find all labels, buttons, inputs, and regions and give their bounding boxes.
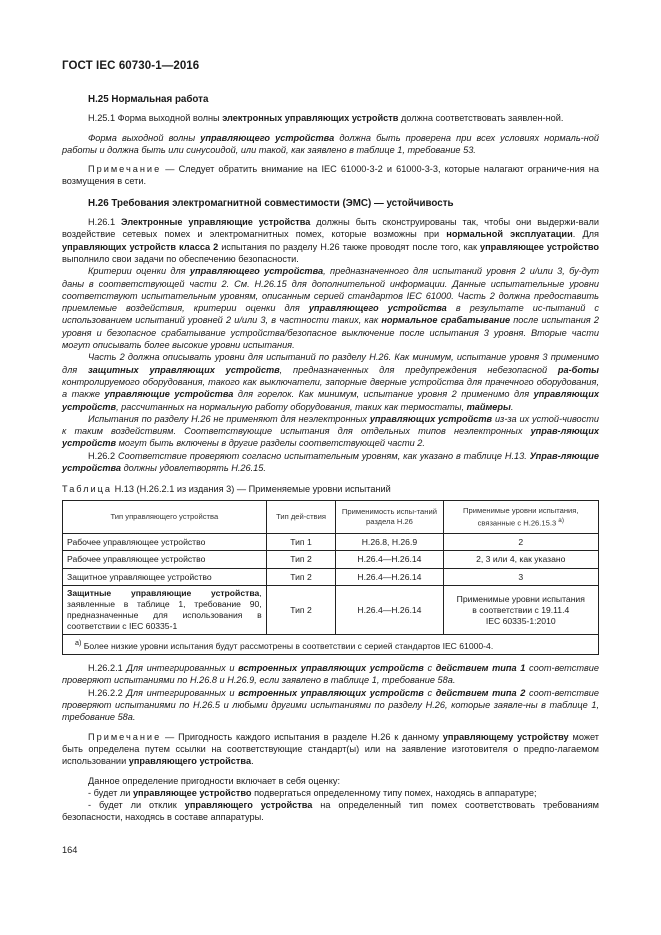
table-row	[63, 551, 599, 568]
table-cell: Н.26.4—Н.26.14	[336, 586, 443, 635]
table-cell: Рабочее управляющее устройство	[63, 534, 267, 551]
table-header-cell: Тип управляющего устройства	[63, 500, 267, 534]
table-cell: Тип 2	[266, 568, 336, 585]
table-cell: Н.26.4—Н.26.14	[336, 568, 443, 585]
note-h25: Примечание — Следует обратить внимание на IEC 61000-3-2 и 61000-3-3, которые налагают ограниче-ния на возмущения в сети.	[62, 164, 599, 187]
document-body	[62, 90, 599, 824]
table-cell: Применимые уровни испытания в соответствии с 19.11.4 IEC 60335-1:2010	[443, 586, 598, 635]
paragraph-h26-part2: Часть 2 должна описывать уровни для испытаний по разделу Н.26. Как минимум, испытание уровня 3 применимо для защитных управляющих устройств, предназначенных для предупреждения небезопасной ра-боты контролируемого оборудования, такого как выключатели, запорные дверные устройства для прачечного оборудования, а также управляющие устройства для горелок. Как минимум, испытание уровня 2 применимо для управляющих устройств, рассчитанных на нормальную работу оборудования, таких как термостаты, таймеры.	[62, 352, 599, 412]
table-caption: Таблица Н.13 (Н.26.2.1 из издания 3) — Применяемые уровни испытаний	[62, 484, 391, 495]
paragraph-h26-2-1: Н.26.2.1 Для интегрированных и встроенных управляющих устройств с действием типа 1 соот-ветствие проверяют испытаниями по Н.26.8 и Н.26.9, если заявлено в таблице 1, требование 58а.	[62, 663, 599, 686]
paragraph-h25-1: Н.25.1 Форма выходной волны электронных управляющих устройств должна соответствовать заявлен-ной.	[88, 113, 564, 124]
note-h26: Примечание — Пригодность каждого испытания в разделе Н.26 к данному управляющему устройству может быть определена путем ссылки на соответствующие стандарт(ы) или на заявление изготовителя о предпо-лагаемом использовании управляющего устройства.	[62, 731, 599, 767]
table-cell: Тип 2	[266, 551, 336, 568]
table-header-cell: Применимые уровни испытания, связанные с Н.26.15.3 $^{а)}$	[443, 500, 598, 534]
table-cell: 3	[443, 568, 598, 585]
table-cell: Тип 1	[266, 534, 336, 551]
page-number: 164	[62, 845, 78, 855]
table-row	[63, 586, 599, 635]
table-cell: Защитное управляющее устройство	[63, 568, 267, 585]
table-row	[63, 534, 599, 551]
test-levels-table	[62, 500, 599, 656]
table-header-cell: Тип дей-ствия	[266, 500, 336, 534]
section-title-h25: Н.25 Нормальная работа	[88, 94, 209, 105]
table-cell: Н.26.4—Н.26.14	[336, 551, 443, 568]
paragraph-h25-check: Форма выходной волны управляющего устройства должна быть проверена при всех условиях нормаль-ной работы и должна быть или синусоидой, или такой, как заявлено в таблице 1, требование 53.	[62, 132, 599, 155]
table-footnote-row	[63, 635, 599, 655]
table-cell: Тип 2	[266, 586, 336, 635]
table-cell: 2	[443, 534, 598, 551]
table-cell: Рабочее управляющее устройство	[63, 551, 267, 568]
list-item: - будет ли управляющее устройство подвергаться определенному типу помех, находясь в аппаратуре;	[88, 787, 537, 798]
table-row	[63, 568, 599, 585]
section-title-h26: Н.26 Требования электромагнитной совместимости (ЭМС) — устойчивость	[88, 197, 454, 209]
standard-header: ГОСТ IEC 60730-1—2016	[62, 60, 200, 72]
table-cell: Н.26.8, Н.26.9	[336, 534, 443, 551]
paragraph-h26-criteria: Критерии оценки для управляющего устройства, предназначенного для испытаний уровня 2 и/или 3, бу-дут даны в соответствующей части 2. См. Н.26.15 для дополнительной информации. Данные испытательные уровни соответствуют испытательным уровням, описанным серией стандартов IEC 61000. Часть 2 должна предоставить приемлемые воздействия, критерии оценки для управляющего устройства в результате ис-пытаний с использованием испытаний уровней 2 и/или 3, в частности таких, как нормальное срабатывание после испытания 2 уровня и безопасное срабатывание устройства/безопасное выключение после испытания 3 уровня. Вторые части могут описывать более высокие уровни испытания.	[62, 266, 599, 351]
paragraph-h26-nonelectronic: Испытания по разделу Н.26 не применяют для неэлектронных управляющих устройств из-за их устой-чивости к таким воздействиям. Соответствующие испытания для отдельных типов неэлектронных управ-ляющих устройств могут быть включены в другие разделы соответствующей части 2.	[62, 413, 599, 449]
table-cell: 2, 3 или 4, как указано	[443, 551, 598, 568]
paragraph-h26-2-2: Н.26.2.2 Для интегрированных и встроенных управляющих устройств с действием типа 2 соот-ветствие проверяют испытаниями по Н.26.5 и любыми другими испытаниями по разделу Н.26, которые заявле-ны в таблице 1, требование 58а.	[62, 687, 599, 723]
table-header-row	[63, 500, 599, 534]
paragraph-h26-1: Н.26.1 Электронные управляющие устройства должны быть сконструированы так, чтобы они выдержи-вали воздействие сетевых помех и электромагнитных помех, которые возможны при нормальной эксплуатации. Для управляющих устройств класса 2 испытания по разделу Н.26 также проводят после того, как управляющее устройство выполнило свои задачи по обеспечению безопасности.	[62, 217, 600, 264]
paragraph-h26-2: Н.26.2 Соответствие проверяют согласно испытательным уровням, как указано в таблице Н.13. Управ-ляющие устройства должны удовлетворять Н.26.15.	[62, 450, 600, 474]
paragraph-assessment: Данное определение пригодности включает в себя оценку:	[88, 775, 341, 786]
table-header-cell: Применимость испы-таний раздела Н.26	[336, 500, 443, 534]
table-cell: Защитные управляющие устройства, заявленные в таблице 1, требование 90, предназначенные для использования в соответствии с IEC 60335-1	[63, 586, 267, 635]
table-footnote: $^{а)}$ Более низкие уровни испытания будут рассмотрены в соответствии с серией стандартов IEC 61000-4.	[63, 635, 599, 655]
list-item: - будет ли отклик управляющего устройства на определенный тип помех соответствовать требованиям безопасности, находясь в составе аппаратуры.	[62, 800, 599, 823]
